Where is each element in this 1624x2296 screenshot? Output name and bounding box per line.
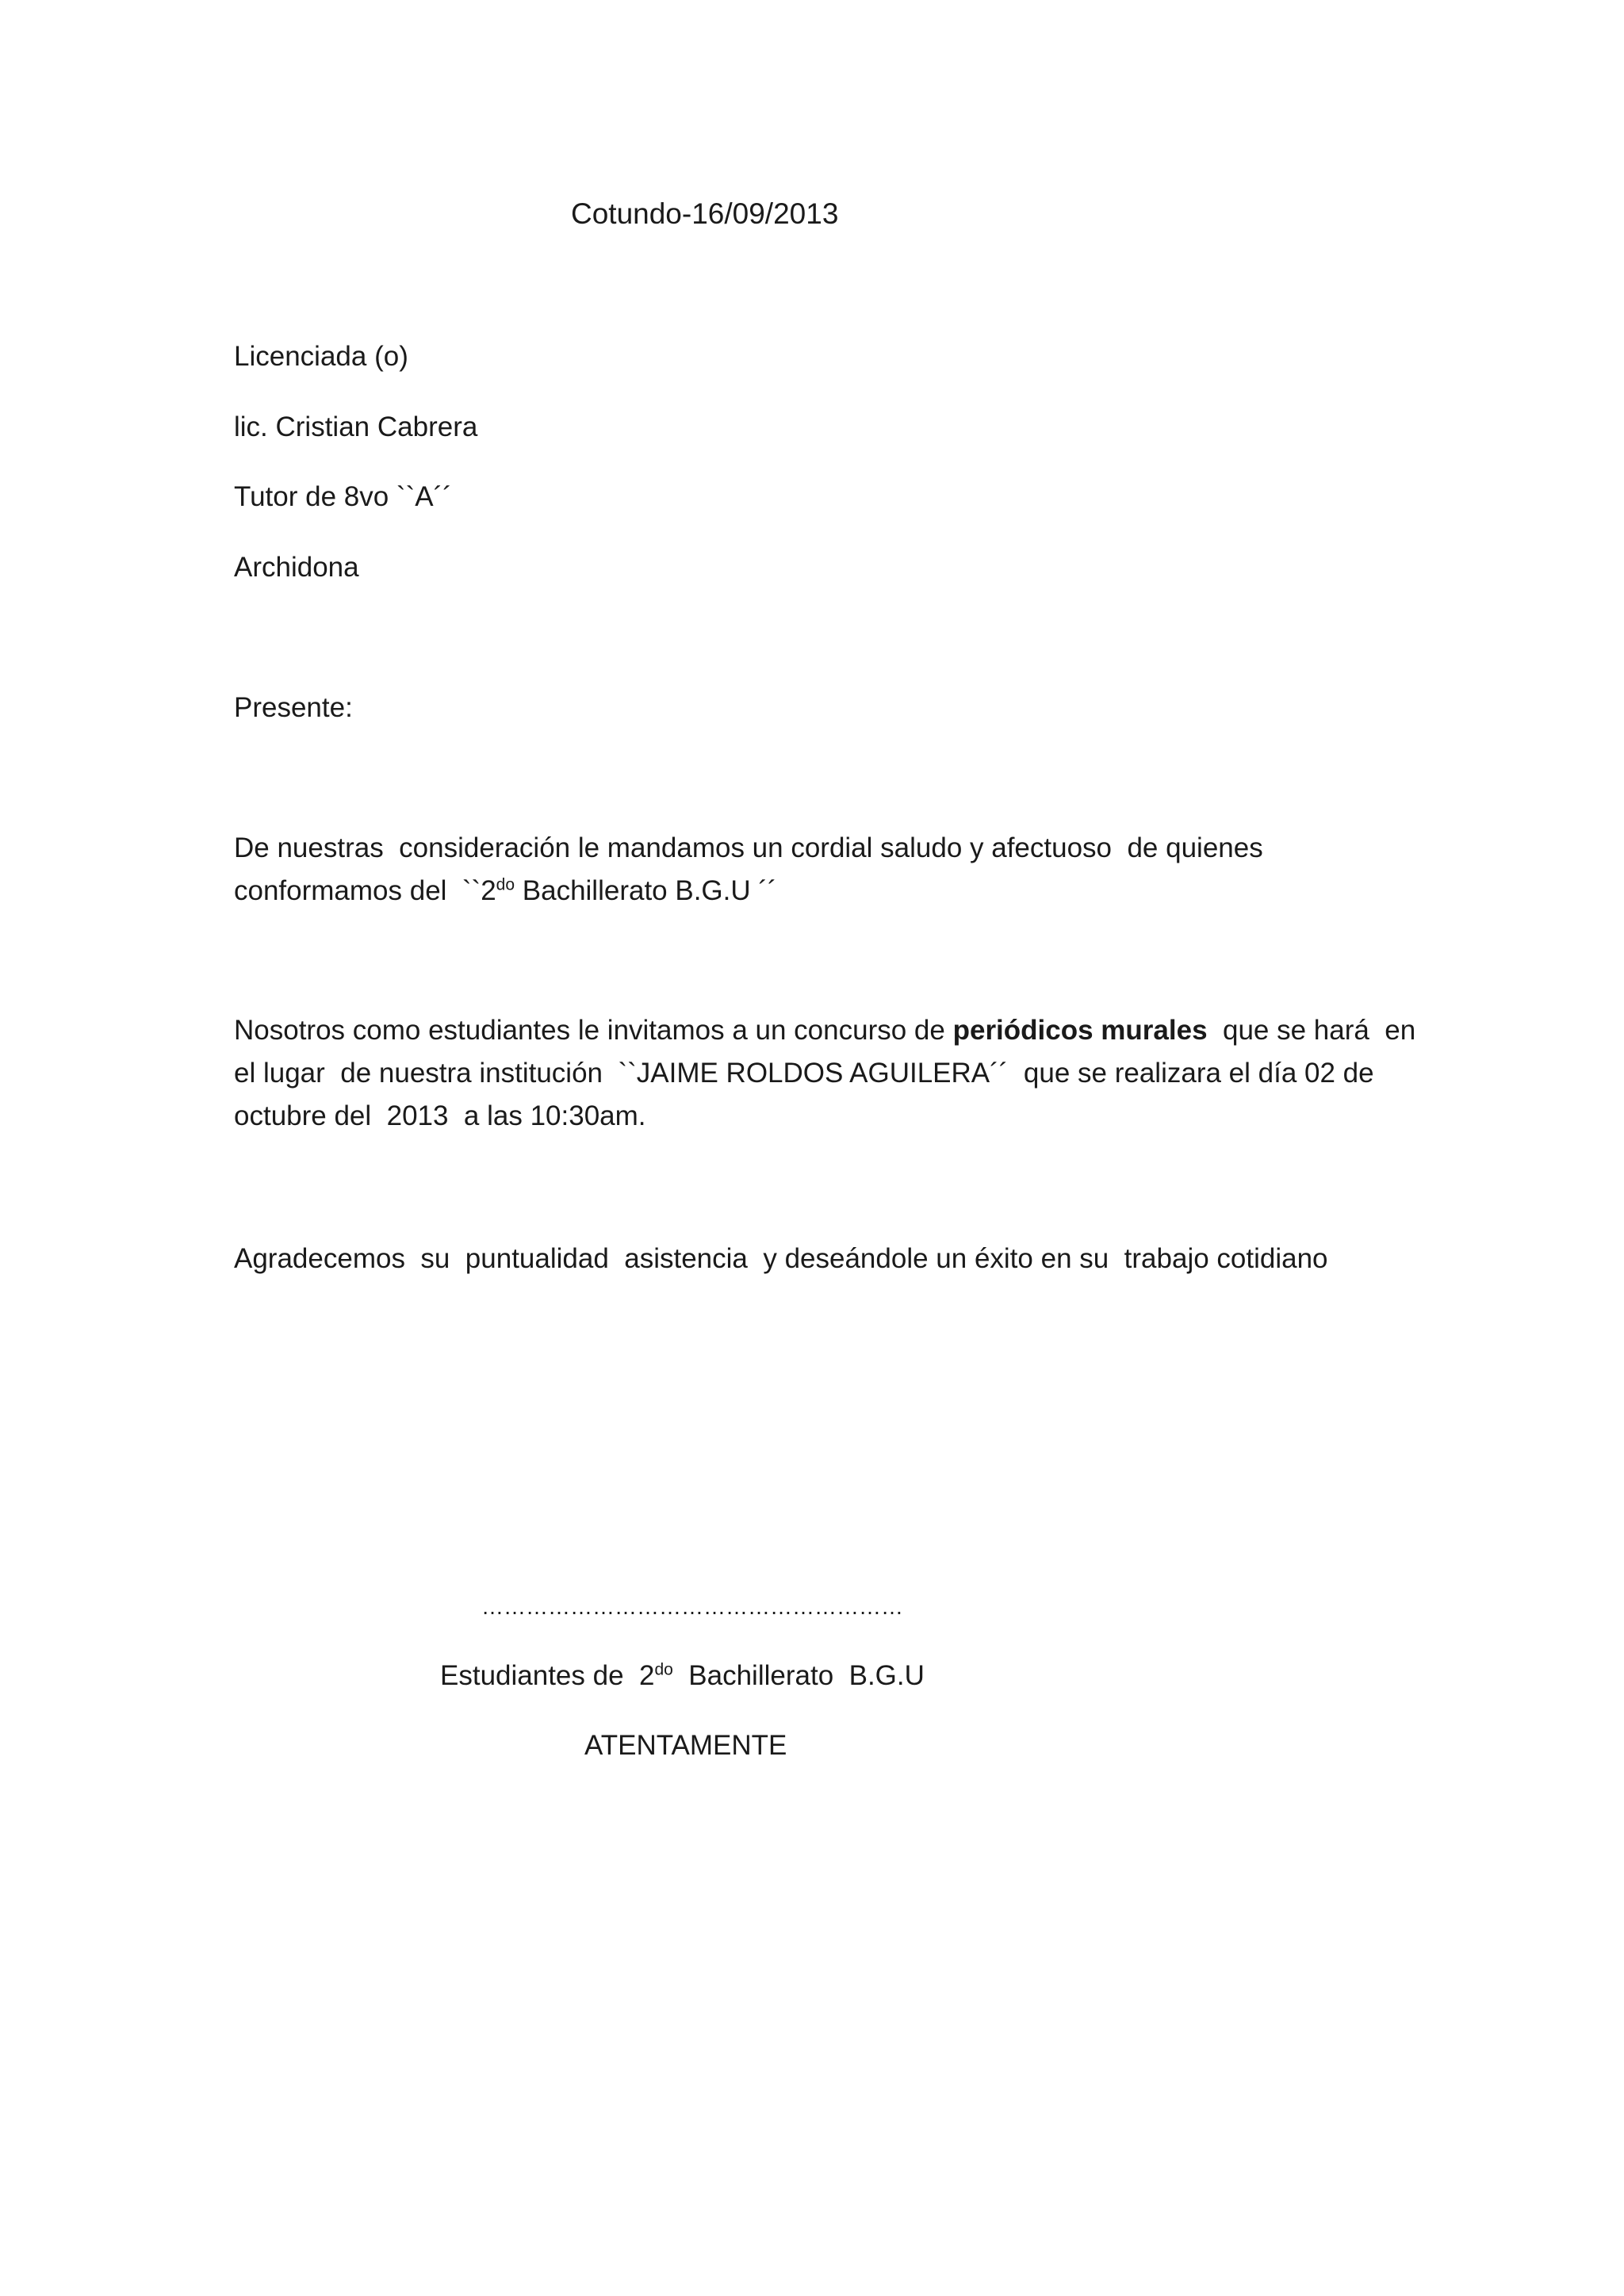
- invitation-line-3: octubre del 2013 a las 10:30am.: [234, 1100, 646, 1131]
- date-line: Cotundo-16/09/2013: [571, 197, 839, 230]
- recipient-title: Licenciada (o): [234, 341, 408, 372]
- recipient-city: Archidona: [234, 552, 359, 583]
- invitation-line-2: el lugar de nuestra institución ``JAIME ROLDOS AGUILERA´´ que se realizara el día 02 de: [234, 1058, 1374, 1089]
- contest-name: periódicos murales: [952, 1015, 1208, 1046]
- invitation-paragraph: [234, 1009, 1416, 1138]
- greeting-line-2: conformamos del $``2^{do}$ Bachillerato B.G.U ´´: [234, 875, 777, 906]
- salutation: Presente:: [234, 692, 353, 723]
- closing-paragraph: Agradecemos su puntualidad asistencia y deseándole un éxito en su trabajo cotidiano: [234, 1243, 1328, 1274]
- greeting-line-1: De nuestras consideración le mandamos un cordial saludo y afectuoso de quienes: [234, 832, 1263, 863]
- signature-line: …………………………………………………: [481, 1594, 903, 1619]
- greeting-paragraph: [234, 827, 1408, 913]
- recipient-role: Tutor de 8vo ``A´´: [234, 481, 452, 512]
- invitation-line-1: Nosotros como estudiantes le invitamos a un concurso de periódicos murales que se hará en: [234, 1015, 1416, 1046]
- sender-line: Estudiantes de $2^{do}$ Bachillerato B.G.U: [440, 1660, 925, 1691]
- closing-word: ATENTAMENTE: [584, 1730, 787, 1761]
- recipient-name: lic. Cristian Cabrera: [234, 411, 478, 442]
